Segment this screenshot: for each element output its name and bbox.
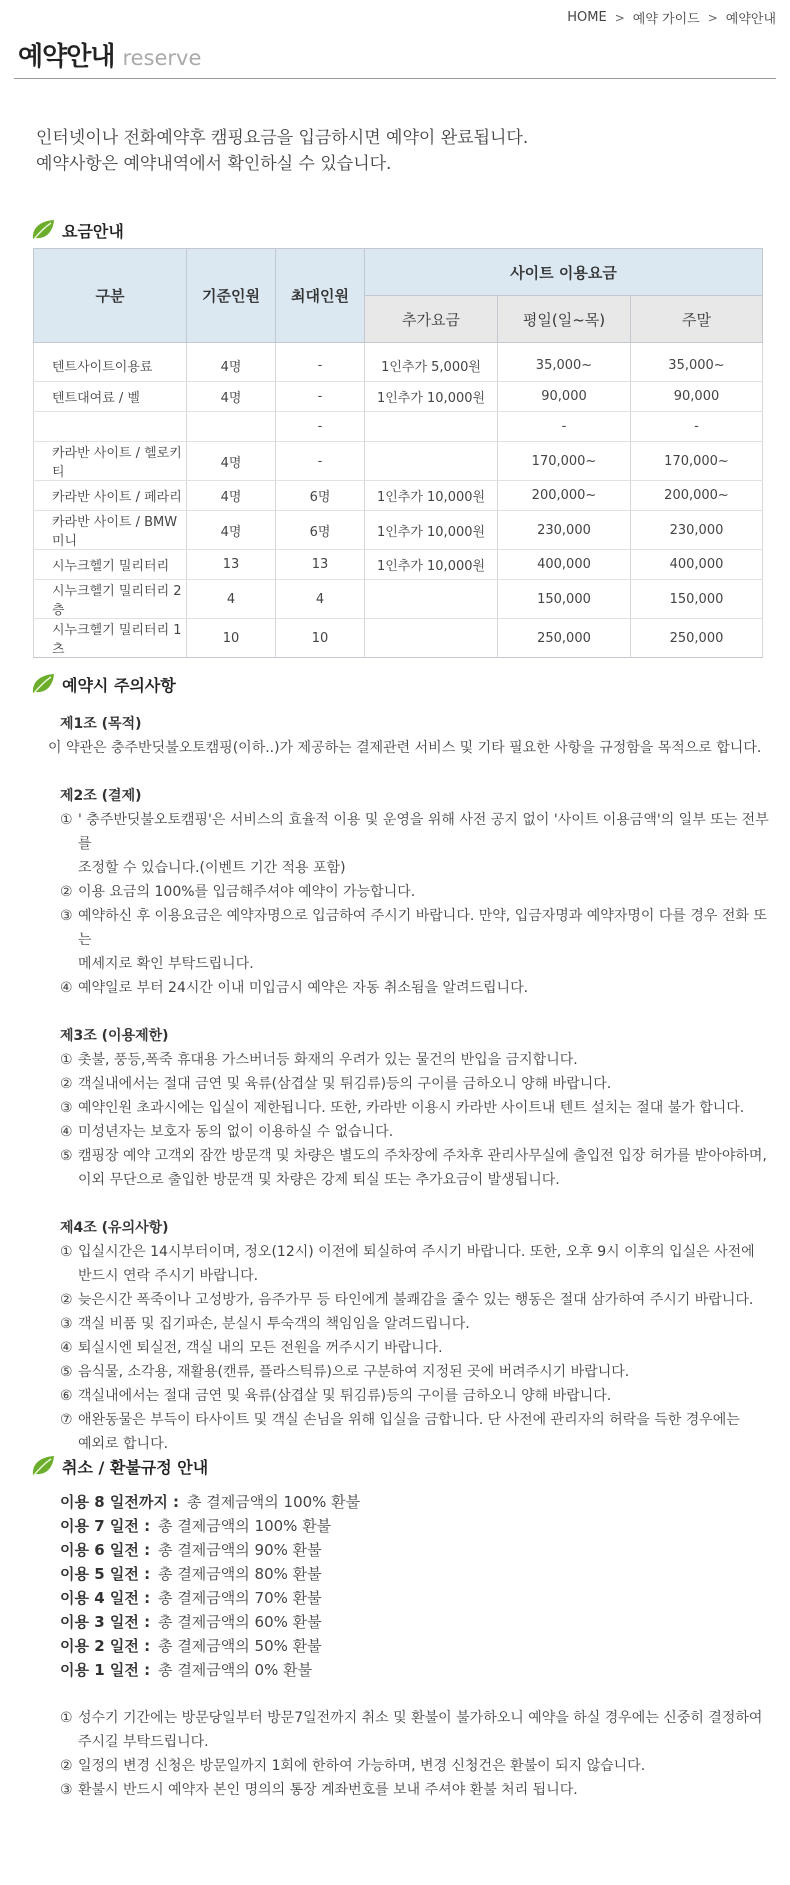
cell-extra: 1인추가 10,000원	[365, 481, 498, 511]
item-text	[78, 1120, 393, 1144]
item-number: ③	[60, 1316, 73, 1332]
article-item	[60, 1120, 770, 1144]
cell-max: 10	[276, 619, 365, 658]
cell-category: 카라반 사이트 / 헬로키티	[34, 442, 187, 481]
cell-max: 6명	[276, 511, 365, 550]
article-item	[60, 976, 770, 1000]
refund-note	[60, 1706, 770, 1754]
article-item	[60, 1384, 770, 1408]
header-max: 최대인원	[276, 249, 365, 343]
cell-max: 6명	[276, 481, 365, 511]
page-header	[18, 36, 790, 73]
item-text	[78, 1144, 767, 1192]
item-text	[78, 904, 770, 976]
note-number: ②	[60, 1758, 73, 1774]
article-item	[48, 736, 770, 760]
cell-category: 카라반 사이트 / 페라리	[34, 481, 187, 511]
item-line: 예외로 합니다.	[78, 1436, 169, 1452]
item-line: 이외 무단으로 출입한 방문객 및 차량은 강제 퇴실 또는 추가요금이 발생됩니다.	[78, 1172, 560, 1188]
refund-rule	[60, 1658, 360, 1682]
cell-max: -	[276, 382, 365, 412]
cell-category: 시누크헬기 밀리터리	[34, 550, 187, 580]
item-number: ⑦	[60, 1412, 73, 1428]
header-category: 구분	[34, 249, 187, 343]
article-heading: 제1조 (목적)	[60, 716, 142, 732]
note-line: 성수기 기간에는 방문당일부터 방문7일전까지 취소 및 환불이 불가하오니 예약을 하실 경우에는 신중히 결정하여	[78, 1710, 763, 1726]
item-text	[78, 1072, 611, 1096]
intro-text	[36, 125, 528, 177]
item-line: 촛불, 풍등,폭죽 휴대용 가스버너등 화재의 우려가 있는 물건의 반입을 금지합니다.	[78, 1052, 578, 1068]
article-item	[60, 1096, 770, 1120]
cell-weekday: 400,000	[498, 550, 631, 580]
article-item	[60, 808, 770, 880]
section-title: 요금안내	[62, 221, 124, 241]
header-weekend: 주말	[631, 296, 763, 343]
cell-weekend: -	[631, 412, 763, 442]
section-title: 예약시 주의사항	[62, 675, 176, 695]
item-line: 메세지로 확인 부탁드립니다.	[78, 956, 254, 972]
note-text	[78, 1778, 578, 1802]
cell-weekend: 170,000~	[631, 442, 763, 481]
refund-rule	[60, 1490, 360, 1514]
refund-rule	[60, 1538, 360, 1562]
refund-rule-label: 이용 7 일전 :	[60, 1517, 151, 1535]
article-heading: 제2조 (결제)	[60, 788, 142, 804]
note-number: ①	[60, 1710, 73, 1726]
article-item	[60, 1144, 770, 1192]
item-line: 이 약관은 충주반딧불오토캠핑(이하..)가 제공하는 결제관련 서비스 및 기타 필요한 사항을 규정함을 목적으로 합니다.	[48, 740, 762, 756]
cell-category: 카라반 사이트 / BMW미니	[34, 511, 187, 550]
item-number: ④	[60, 980, 73, 996]
cell-weekday: 230,000	[498, 511, 631, 550]
item-number: ②	[60, 1076, 73, 1092]
item-text	[78, 1240, 755, 1288]
refund-rule-label: 이용 6 일전 :	[60, 1541, 151, 1559]
item-line: 캠핑장 예약 고객외 잠깐 방문객 및 차량은 별도의 주차장에 주차후 관리사무실에 출입전 입장 허가를 받아야하며,	[78, 1148, 767, 1164]
item-line: 미성년자는 보호자 동의 없이 이용하실 수 없습니다.	[78, 1124, 394, 1140]
cell-base: 4명	[187, 481, 276, 511]
breadcrumb-current: 예약안내	[725, 12, 776, 27]
refund-rule-label: 이용 5 일전 :	[60, 1565, 151, 1583]
cell-base: 4명	[187, 511, 276, 550]
item-line: 애완동물은 부득이 타사이트 및 객실 손님을 위해 입실을 금합니다. 단 사전에 관리자의 허락을 득한 경우에는	[78, 1412, 740, 1428]
item-number: ⑤	[60, 1364, 73, 1380]
refund-rules	[60, 1490, 360, 1682]
leaf-icon	[30, 218, 56, 242]
item-number: ②	[60, 884, 73, 900]
intro-line: 예약사항은 예약내역에서 확인하실 수 있습니다.	[36, 154, 392, 174]
cell-base: 4명	[187, 442, 276, 481]
page-subtitle: reserve	[122, 46, 202, 70]
breadcrumb-guide[interactable]: 예약 가이드	[632, 12, 700, 27]
refund-rule-text: 총 결제금액의 100% 환불	[158, 1517, 332, 1535]
item-line: 예약하신 후 이용요금은 예약자명으로 입금하여 주시기 바랍니다. 만약, 입금자명과 예약자명이 다를 경우 전화 또는	[78, 908, 767, 948]
cell-extra: 1인추가 10,000원	[365, 511, 498, 550]
article-item	[60, 1336, 770, 1360]
header-site-fee: 사이트 이용요금	[365, 249, 763, 296]
cell-weekend: 150,000	[631, 580, 763, 619]
item-number: ⑥	[60, 1388, 73, 1404]
table-row	[34, 619, 763, 658]
item-line: ' 충주반딧불오토캠핑'은 서비스의 효율적 이용 및 운영을 위해 사전 공지 없이 '사이트 이용금액'의 일부 또는 전부를	[78, 812, 769, 852]
article-item	[60, 1360, 770, 1384]
refund-rule	[60, 1562, 360, 1586]
refund-rule	[60, 1586, 360, 1610]
refund-rule-label: 이용 2 일전 :	[60, 1637, 151, 1655]
article-heading: 제3조 (이용제한)	[60, 1028, 169, 1044]
item-number: ⑤	[60, 1148, 73, 1164]
cell-extra	[365, 619, 498, 658]
cell-max: 4	[276, 580, 365, 619]
refund-rule-label: 이용 3 일전 :	[60, 1613, 151, 1631]
cell-extra: 1인추가 10,000원	[365, 550, 498, 580]
table-row	[34, 511, 763, 550]
cell-weekday: -	[498, 412, 631, 442]
note-line: 주시길 부탁드립니다.	[78, 1734, 209, 1750]
refund-notes	[60, 1706, 770, 1802]
cell-category: 시누크헬기 밀리터리 1츠	[34, 619, 187, 658]
cell-weekday: 90,000	[498, 382, 631, 412]
cell-max: -	[276, 343, 365, 382]
cell-category: 텐트대여료 / 벨	[34, 382, 187, 412]
cell-category	[34, 412, 187, 442]
item-text	[78, 1288, 753, 1312]
cell-weekday: 200,000~	[498, 481, 631, 511]
page-title: 예약안내	[18, 42, 115, 72]
note-line: 환불시 반드시 예약자 본인 명의의 통장 계좌번호를 보내 주셔야 환불 처리 됩니다.	[78, 1782, 578, 1798]
cell-weekend: 400,000	[631, 550, 763, 580]
item-text	[78, 1408, 740, 1456]
fee-table	[33, 248, 763, 658]
table-row	[34, 550, 763, 580]
refund-rule-label: 이용 4 일전 :	[60, 1589, 151, 1607]
cell-weekday: 250,000	[498, 619, 631, 658]
refund-section-heading	[30, 1454, 208, 1478]
cell-base	[187, 412, 276, 442]
cell-max: -	[276, 412, 365, 442]
cell-base: 13	[187, 550, 276, 580]
article-item	[60, 904, 770, 976]
note-text	[78, 1706, 762, 1754]
item-number: ①	[60, 1052, 73, 1068]
item-text	[78, 976, 528, 1000]
item-number: ④	[60, 1124, 73, 1140]
cell-weekday: 170,000~	[498, 442, 631, 481]
cell-extra: 1인추가 10,000원	[365, 382, 498, 412]
refund-rule-text: 총 결제금액의 60% 환불	[158, 1613, 322, 1631]
article-item	[60, 1048, 770, 1072]
cell-base: 4	[187, 580, 276, 619]
cell-max: -	[276, 442, 365, 481]
refund-note	[60, 1778, 770, 1802]
refund-rule-text: 총 결제금액의 50% 환불	[158, 1637, 322, 1655]
header-base: 기준인원	[187, 249, 276, 343]
item-text	[78, 808, 770, 880]
note-number: ③	[60, 1782, 73, 1798]
cell-weekend: 200,000~	[631, 481, 763, 511]
table-row	[34, 382, 763, 412]
table-row	[34, 343, 763, 382]
table-row	[34, 442, 763, 481]
cell-weekday: 35,000~	[498, 343, 631, 382]
item-number: ②	[60, 1292, 73, 1308]
item-text	[78, 1384, 611, 1408]
item-text	[78, 1360, 629, 1384]
article-heading: 제4조 (유의사항)	[60, 1220, 169, 1236]
cell-weekend: 90,000	[631, 382, 763, 412]
cell-extra	[365, 580, 498, 619]
breadcrumb-home[interactable]: HOME	[567, 10, 607, 25]
article-item	[60, 1240, 770, 1288]
refund-rule	[60, 1610, 360, 1634]
item-line: 입실시간은 14시부터이며, 정오(12시) 이전에 퇴실하여 주시기 바랍니다. 또한, 오후 9시 이후의 입실은 사전에	[78, 1244, 755, 1260]
cell-base: 4명	[187, 382, 276, 412]
article-item	[60, 1408, 770, 1456]
spacer	[60, 1000, 770, 1024]
item-text	[48, 736, 761, 760]
item-line: 조정할 수 있습니다.(이벤트 기간 적용 포함)	[78, 860, 346, 876]
table-row	[34, 580, 763, 619]
leaf-icon	[30, 672, 56, 696]
cell-extra: 1인추가 5,000원	[365, 343, 498, 382]
item-line: 반드시 연락 주시기 바랍니다.	[78, 1268, 259, 1284]
item-line: 객실내에서는 절대 금연 및 육류(삼겹살 및 튀김류)등의 구이를 금하오니 양해 바랍니다.	[78, 1076, 612, 1092]
item-text	[78, 1312, 470, 1336]
item-line: 음식물, 소각용, 재활용(캔류, 플라스틱류)으로 구분하여 지정된 곳에 버려주시기 바랍니다.	[78, 1364, 630, 1380]
article-item	[60, 1288, 770, 1312]
chevron-right-icon: >	[707, 10, 718, 25]
article-item	[60, 1072, 770, 1096]
leaf-icon	[30, 1454, 56, 1478]
cell-extra	[365, 412, 498, 442]
refund-note	[60, 1754, 770, 1778]
spacer	[60, 1192, 770, 1216]
cell-base: 4명	[187, 343, 276, 382]
spacer	[60, 760, 770, 784]
cell-category: 텐트사이트이용료	[34, 343, 187, 382]
refund-rule-text: 총 결제금액의 90% 환불	[158, 1541, 322, 1559]
header-extra: 추가요금	[365, 296, 498, 343]
refund-rule-text: 총 결제금액의 100% 환불	[187, 1493, 361, 1511]
refund-rule-label: 이용 1 일전 :	[60, 1661, 151, 1679]
notice-section-heading	[30, 672, 176, 696]
cell-weekend: 250,000	[631, 619, 763, 658]
table-row	[34, 481, 763, 511]
cell-category: 시누크헬기 밀리터리 2층	[34, 580, 187, 619]
item-text	[78, 1336, 443, 1360]
note-text	[78, 1754, 645, 1778]
cell-weekend: 35,000~	[631, 343, 763, 382]
note-line: 일정의 변경 신청은 방문일까지 1회에 한하여 가능하며, 변경 신청건은 환불이 되지 않습니다.	[78, 1758, 646, 1774]
title-divider	[14, 78, 776, 79]
cell-extra	[365, 442, 498, 481]
item-line: 퇴실시엔 퇴실전, 객실 내의 모든 전원을 꺼주시기 바랍니다.	[78, 1340, 443, 1356]
item-line: 늦은시간 폭죽이나 고성방가, 음주가무 등 타인에게 불쾌감을 줄수 있는 행동은 절대 삼가하여 주시기 바랍니다.	[78, 1292, 754, 1308]
section-title: 취소 / 환불규정 안내	[62, 1457, 209, 1477]
cell-weekday: 150,000	[498, 580, 631, 619]
notice-articles	[48, 712, 770, 1456]
refund-rule-text: 총 결제금액의 0% 환불	[158, 1661, 313, 1679]
fee-section-heading	[30, 218, 124, 242]
chevron-right-icon: >	[614, 10, 625, 25]
item-text	[78, 880, 415, 904]
refund-rule-label: 이용 8 일전까지 :	[60, 1493, 180, 1511]
item-line: 객실내에서는 절대 금연 및 육류(삼겹살 및 튀김류)등의 구이를 금하오니 양해 바랍니다.	[78, 1388, 612, 1404]
cell-max: 13	[276, 550, 365, 580]
refund-rule-text: 총 결제금액의 70% 환불	[158, 1589, 322, 1607]
refund-rule	[60, 1634, 360, 1658]
item-text	[78, 1096, 744, 1120]
item-line: 객실 비품 및 집기파손, 분실시 투숙객의 책임임을 알려드립니다.	[78, 1316, 470, 1332]
cell-weekend: 230,000	[631, 511, 763, 550]
item-line: 예약일로 부터 24시간 이내 미입금시 예약은 자동 취소됨을 알려드립니다.	[78, 980, 529, 996]
refund-rule	[60, 1514, 360, 1538]
header-weekday: 평일(일~목)	[498, 296, 631, 343]
article-item	[60, 880, 770, 904]
intro-line: 인터넷이나 전화예약후 캠핑요금을 입금하시면 예약이 완료됩니다.	[36, 128, 529, 148]
item-line: 예약인원 초과시에는 입실이 제한됩니다. 또한, 카라반 이용시 카라반 사이트내 텐트 설치는 절대 불가 합니다.	[78, 1100, 745, 1116]
item-text	[78, 1048, 578, 1072]
item-line: 이용 요금의 100%를 입금해주셔야 예약이 가능합니다.	[78, 884, 416, 900]
table-row	[34, 412, 763, 442]
item-number: ①	[60, 1244, 73, 1260]
refund-rule-text: 총 결제금액의 80% 환불	[158, 1565, 322, 1583]
item-number: ①	[60, 812, 73, 828]
item-number: ④	[60, 1340, 73, 1356]
cell-base: 10	[187, 619, 276, 658]
article-item	[60, 1312, 770, 1336]
item-number: ③	[60, 908, 73, 924]
item-number: ③	[60, 1100, 73, 1116]
breadcrumb	[567, 8, 776, 27]
